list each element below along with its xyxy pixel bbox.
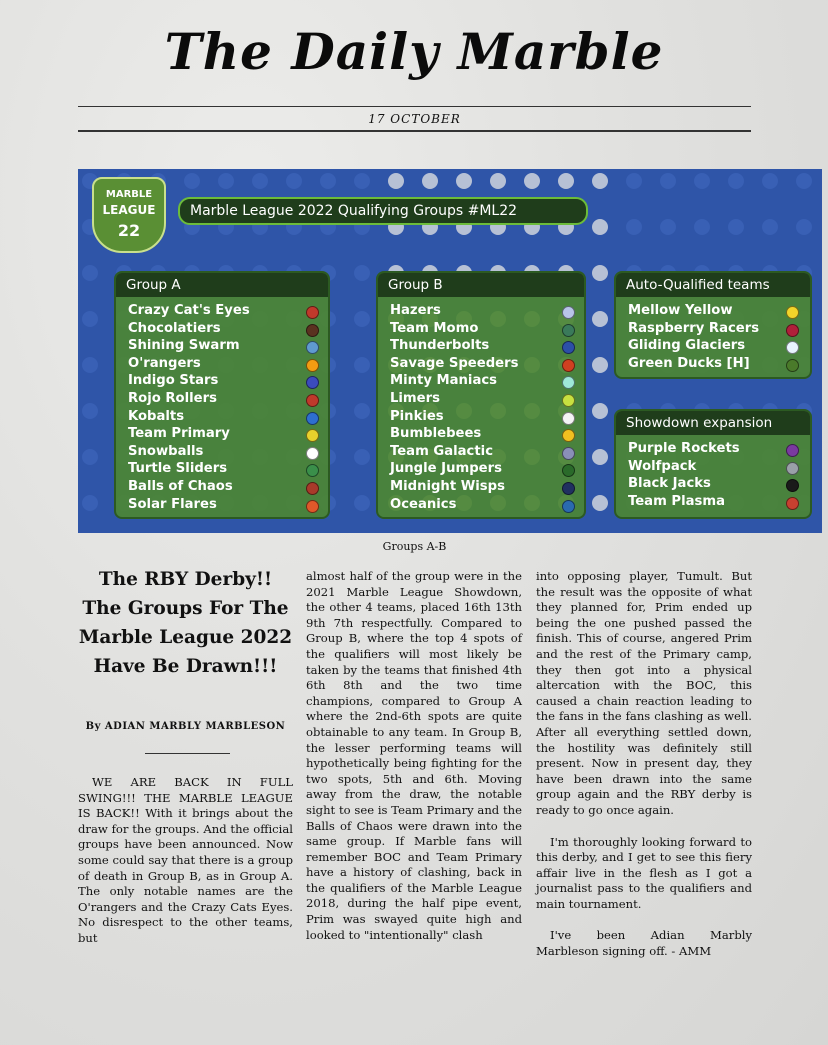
team-marble-icon — [786, 341, 799, 354]
article-headline: The RBY Derby!! The Groups For The Marble League 2022 Have Be Drawn!!! — [78, 569, 293, 677]
team-marble-icon — [786, 359, 799, 372]
lego-stud — [592, 311, 608, 327]
auto-qualified-heading: Auto-Qualified teams — [616, 273, 810, 297]
team-name: Indigo Stars — [128, 373, 219, 389]
team-marble-icon — [306, 324, 319, 337]
lego-stud — [422, 173, 438, 189]
team-marble-icon — [786, 479, 799, 492]
masthead-rule-top — [78, 106, 751, 107]
group-b-panel — [376, 271, 586, 519]
lego-stud — [354, 403, 370, 419]
lego-stud — [286, 173, 302, 189]
team-name: Purple Rockets — [628, 441, 740, 456]
team-name: Jungle Jumpers — [390, 461, 502, 477]
team-name: Crazy Cat's Eyes — [128, 303, 250, 318]
lego-stud — [592, 357, 608, 373]
team-name: Midnight Wisps — [390, 479, 505, 494]
team-name: Team Primary — [128, 426, 230, 442]
team-name: Kobalts — [128, 408, 185, 424]
team-name: Turtle Sliders — [128, 461, 228, 477]
lego-stud — [354, 311, 370, 327]
article-column-1 — [78, 775, 293, 947]
lego-stud — [728, 173, 744, 189]
lego-stud — [660, 219, 676, 235]
team-marble-icon — [786, 444, 799, 457]
lego-stud — [796, 173, 812, 189]
team-marble-icon — [306, 412, 319, 425]
team-marble-icon — [562, 447, 575, 460]
team-marble-icon — [562, 464, 575, 477]
lego-stud — [354, 495, 370, 511]
lego-stud — [728, 219, 744, 235]
team-marble-icon — [306, 394, 319, 407]
team-marble-icon — [562, 412, 575, 425]
team-name: Thunderbolts — [390, 338, 490, 354]
banner-title: Marble League 2022 Qualifying Groups #ML22 — [178, 197, 588, 225]
lego-stud — [626, 173, 642, 189]
team-name: Wolfpack — [628, 458, 697, 474]
column-1-text: WE ARE BACK IN FULL SWING!!! THE MARBLE LEAGUE IS BACK!! With it brings about the draw for the groups. And the official groups have been announced. Now some could say that there is a group of death in Group B, as in Group A. The only notable names are the O'rangers and the Crazy Cats Eyes. No disrespect to the other teams, but — [78, 775, 293, 945]
team-marble-icon — [306, 341, 319, 354]
team-marble-icon — [306, 429, 319, 442]
team-name: Snowballs — [128, 443, 204, 459]
lego-stud — [558, 173, 574, 189]
lego-stud — [592, 403, 608, 419]
team-name: Limers — [390, 391, 440, 406]
column-3-paragraph-3: I've been Adian Marbly Marbleson signing off. - AMM — [536, 928, 752, 959]
lego-stud — [592, 265, 608, 281]
issue-date: 17 OCTOBER — [368, 112, 461, 126]
image-caption: Groups A-B — [382, 540, 447, 553]
marble-league-logo — [92, 177, 166, 253]
lego-stud — [354, 357, 370, 373]
team-name: O'rangers — [128, 355, 201, 371]
team-name: Savage Speeders — [390, 355, 519, 371]
lego-stud — [660, 173, 676, 189]
masthead-title: The Daily Marble — [164, 22, 664, 81]
team-name: Raspberry Racers — [628, 320, 760, 336]
team-marble-icon — [562, 306, 575, 319]
team-name: Team Galactic — [390, 443, 494, 459]
team-marble-icon — [306, 447, 319, 460]
team-name: Green Ducks [H] — [628, 355, 750, 371]
team-marble-icon — [786, 306, 799, 319]
team-marble-icon — [562, 359, 575, 372]
lego-stud — [456, 173, 472, 189]
lego-stud — [524, 173, 540, 189]
team-marble-icon — [562, 500, 575, 513]
article-byline: By ADIAN MARBLY MARBLESON — [85, 721, 286, 732]
lego-stud — [354, 173, 370, 189]
lego-stud — [184, 173, 200, 189]
showdown-panel — [614, 409, 812, 519]
lego-stud — [82, 357, 98, 373]
team-marble-icon — [306, 359, 319, 372]
lego-stud — [592, 449, 608, 465]
column-2-text: almost half of the group were in the 2021 Marble League Showdown, the other 4 teams, placed 16th 13th 9th 7th respectfully. Compared to Group B, where the top 4 spots of the qualifiers will most likely be taken by the teams that finished 4th 6th 8th and the two time champions, compared to Group A where the 2nd-6th spots are quite obtainable to any team. In Group B, the lesser performing teams will hypothetically being fighting for the two spots, 5th and 6th. Moving away from the draw, the notable sight to see is Team Primary and the Balls of Chaos were drawn into the same group. If Marble fans will remember BOC and Team Primary have a history of clashing, back in the qualifiers of the Marble League 2018, during the half pipe event, Prim was swayed quite high and looked to "intentionally" clash — [306, 569, 522, 942]
lego-stud — [218, 173, 234, 189]
team-marble-icon — [306, 306, 319, 319]
group-a-panel — [114, 271, 330, 519]
team-marble-icon — [562, 394, 575, 407]
team-name: Oceanics — [390, 496, 457, 512]
lego-stud — [762, 219, 778, 235]
lego-stud — [762, 173, 778, 189]
team-name: Pinkies — [390, 408, 444, 424]
team-name: Chocolatiers — [128, 320, 221, 336]
lego-stud — [82, 449, 98, 465]
masthead-rule-bottom — [78, 130, 751, 132]
team-name: Team Plasma — [628, 493, 725, 509]
team-name: Black Jacks — [628, 476, 711, 492]
logo-text-num: 22 — [117, 221, 141, 240]
lego-stud — [694, 219, 710, 235]
lego-stud — [82, 403, 98, 419]
team-marble-icon — [562, 376, 575, 389]
lego-stud — [388, 173, 404, 189]
showdown-heading: Showdown expansion — [616, 411, 810, 435]
team-marble-icon — [306, 500, 319, 513]
lego-stud — [252, 173, 268, 189]
team-marble-icon — [786, 462, 799, 475]
article-column-2 — [306, 569, 522, 943]
lego-stud — [354, 449, 370, 465]
lego-stud — [490, 173, 506, 189]
lego-stud — [354, 265, 370, 281]
team-name: Gliding Glaciers — [628, 338, 746, 354]
lego-stud — [694, 173, 710, 189]
column-3-paragraph-1: into opposing player, Tumult. But the result was the opposite of what they planned for, Prim ended up being the one pushed passed the finish. This of course, angered Prim and the rest of the Primary camp, they then got into a physical altercation with the BOC, this caused a chain reaction leading to the fans in the fans clashing as well. After all everything settled down, the hostility was definitely still present. Now in present day, they have been drawn into the same group again and the RBY derby is ready to go once again. — [536, 569, 752, 817]
team-name: Team Momo — [390, 320, 479, 336]
lego-stud — [82, 265, 98, 281]
team-marble-icon — [562, 324, 575, 337]
lego-stud — [592, 173, 608, 189]
team-marble-icon — [562, 429, 575, 442]
team-marble-icon — [306, 464, 319, 477]
team-name: Bumblebees — [390, 426, 482, 442]
team-name: Solar Flares — [128, 496, 217, 512]
team-marble-icon — [306, 482, 319, 495]
column-3-paragraph-2: I'm thoroughly looking forward to this derby, and I get to see this fiery affair live in the flesh as I got a journalist pass to the qualifiers and main tournament. — [536, 834, 752, 911]
auto-qualified-panel — [614, 271, 812, 379]
lego-stud — [592, 219, 608, 235]
groups-banner-image — [78, 169, 822, 533]
lego-stud — [82, 311, 98, 327]
byline-separator — [145, 753, 230, 754]
team-marble-icon — [786, 497, 799, 510]
team-name: Mellow Yellow — [628, 303, 733, 318]
lego-stud — [82, 495, 98, 511]
article-column-3 — [536, 569, 752, 960]
group-a-heading: Group A — [116, 273, 328, 297]
logo-text-top: MARBLE — [105, 189, 153, 200]
team-marble-icon — [562, 341, 575, 354]
lego-stud — [592, 495, 608, 511]
team-name: Hazers — [390, 303, 441, 318]
lego-stud — [320, 173, 336, 189]
lego-stud — [626, 219, 642, 235]
logo-text-mid: LEAGUE — [102, 203, 156, 217]
group-b-heading: Group B — [378, 273, 584, 297]
team-name: Shining Swarm — [128, 338, 240, 354]
team-name: Balls of Chaos — [128, 479, 233, 494]
team-marble-icon — [786, 324, 799, 337]
team-marble-icon — [562, 482, 575, 495]
team-marble-icon — [306, 376, 319, 389]
lego-stud — [796, 219, 812, 235]
team-name: Minty Maniacs — [390, 373, 498, 389]
team-name: Rojo Rollers — [128, 391, 217, 406]
